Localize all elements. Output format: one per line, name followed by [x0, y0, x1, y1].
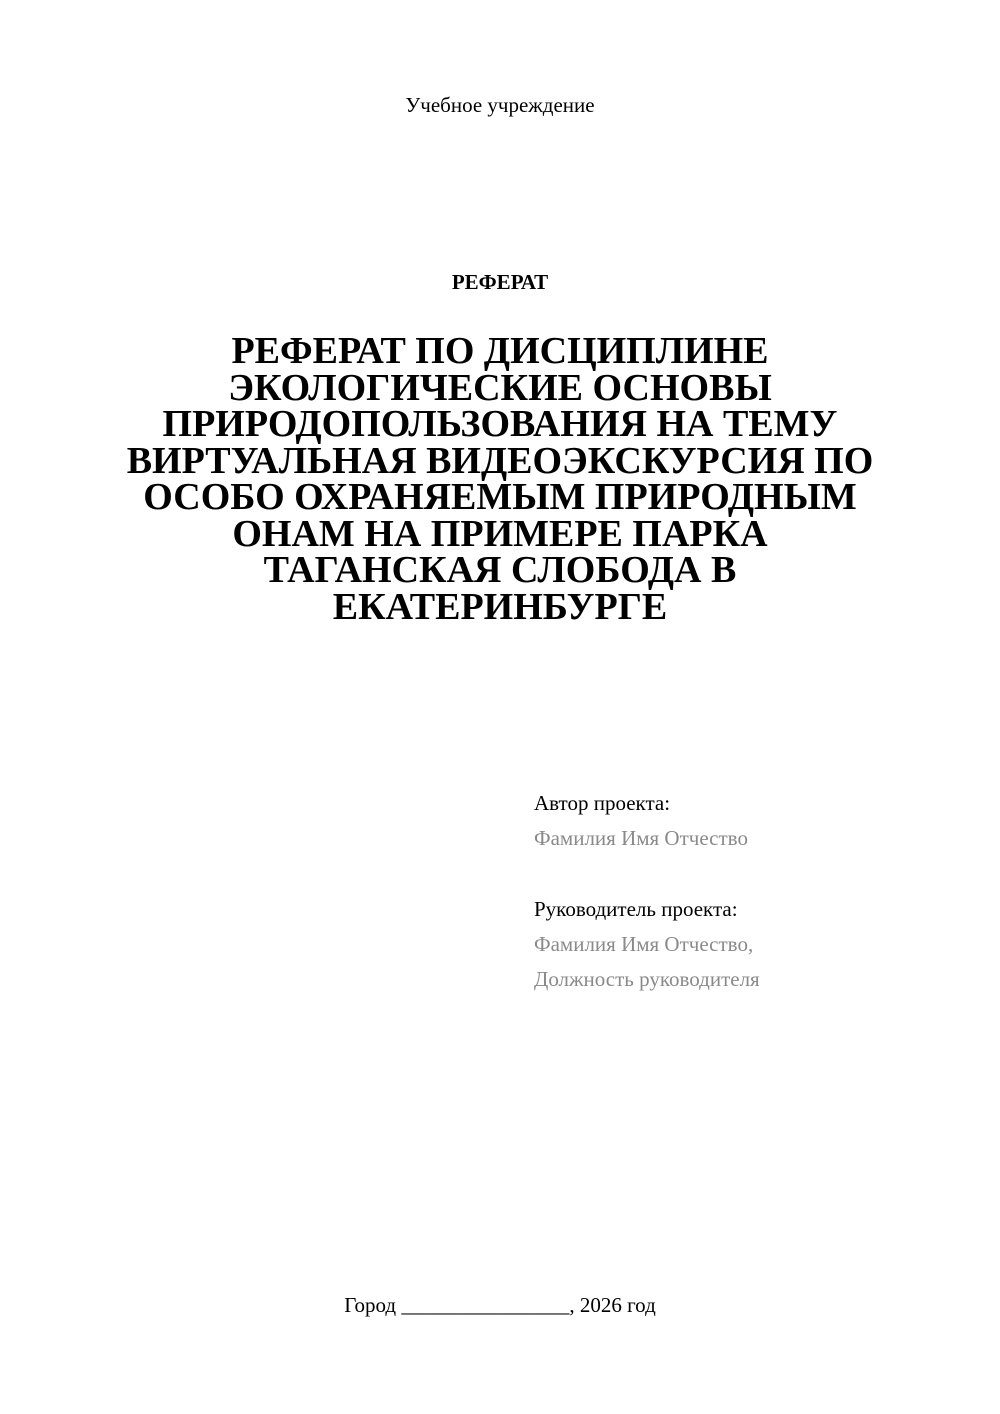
title-line: РЕФЕРАТ ПО ДИСЦИПЛИНЕ [231, 330, 769, 372]
institution-name: Учебное учреждение [405, 93, 595, 117]
title-line: ВИРТУАЛЬНАЯ ВИДЕОЭКСКУРСИЯ ПО [126, 439, 874, 482]
title-line: ЭКОЛОГИЧЕСКИЕ ОСНОВЫ [228, 366, 772, 409]
title-line: ОНАМ НА ПРИМЕРЕ ПАРКА [232, 512, 768, 555]
title-line: ТАГАНСКАЯ СЛОБОДА В [263, 549, 737, 591]
title-line: ЕКАТЕРИНБУРГЕ [332, 585, 668, 628]
author-label: Автор проекта: [534, 791, 671, 815]
author-name-placeholder: Фамилия Имя Отчество [534, 826, 748, 850]
title-line: ПРИРОДОПОЛЬЗОВАНИЯ НА ТЕМУ [162, 403, 838, 445]
supervisor-label: Руководитель проекта: [534, 897, 738, 921]
city-year-line: Город ________________, 2026 год [344, 1293, 656, 1317]
document-type-label: РЕФЕРАТ [451, 270, 549, 294]
title-line: ОСОБО ОХРАНЯЕМЫМ ПРИРОДНЫМ [143, 476, 857, 518]
supervisor-name-placeholder: Фамилия Имя Отчество, [534, 932, 754, 956]
supervisor-position-placeholder: Должность руководителя [534, 967, 760, 991]
document-title [100, 330, 900, 628]
